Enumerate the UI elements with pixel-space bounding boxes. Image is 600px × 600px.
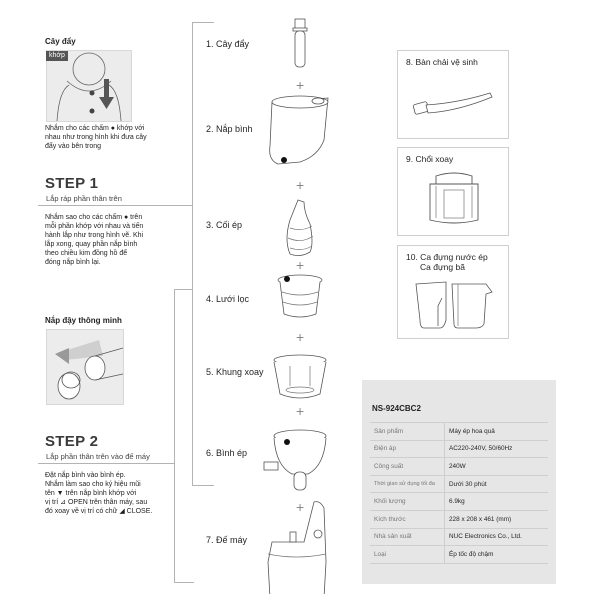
bracket-lower-vertical xyxy=(174,289,175,582)
model-number: NS-924CBC2 xyxy=(372,404,421,413)
part-label-bowl: 6. Bình ép xyxy=(206,448,248,458)
juice-and-pulp-cups-icon xyxy=(414,280,498,332)
plus-3: + xyxy=(296,257,305,273)
step1-divider xyxy=(38,205,193,206)
accessory-spinning-brush xyxy=(397,147,509,236)
cleaning-brush-icon xyxy=(408,85,498,125)
spinning-brush-icon xyxy=(274,355,326,398)
plus-5: + xyxy=(296,403,305,419)
part-label-screw: 3. Cối ép xyxy=(206,220,243,230)
accessory-label: 9. Chổi xoay xyxy=(406,154,454,164)
part-label-filter: 4. Lưới lọc xyxy=(206,294,249,304)
bracket-lower-top xyxy=(174,289,192,290)
spec-table xyxy=(370,422,548,564)
smart-cap-illustration xyxy=(46,329,124,405)
lid-icon xyxy=(270,96,328,164)
plus-6: + xyxy=(296,499,305,515)
part-label-base: 7. Đế máy xyxy=(206,535,248,545)
machine-base-icon xyxy=(268,499,326,594)
spec-panel xyxy=(362,380,556,584)
part-label-push-stick: 1. Cây đẩy xyxy=(206,39,250,49)
step2-heading: STEP 2 xyxy=(45,433,99,450)
step2-divider xyxy=(38,463,175,464)
table-row: Điện áp AC220-240V, 50/60Hz xyxy=(370,440,548,458)
step2-subtitle: Lắp phần thân trên vào đế máy xyxy=(46,452,150,461)
bowl-icon xyxy=(264,430,326,490)
screw-icon xyxy=(287,200,313,256)
bracket-upper-bottom xyxy=(192,485,214,486)
table-row: Nhà sản xuất NUC Electronics Co., Ltd. xyxy=(370,528,548,546)
push-stick-icon xyxy=(293,19,307,67)
table-row: Loại Ép tốc độ chậm xyxy=(370,546,548,564)
push-stick-hint-title: Cây đẩy xyxy=(45,37,76,46)
accessory-label: 8. Bàn chải vệ sinh xyxy=(406,57,478,67)
smart-cap-icon xyxy=(47,330,123,404)
table-row: Công suất 240W xyxy=(370,458,548,476)
table-row: Kích thước 228 x 208 x 461 (mm) xyxy=(370,510,548,528)
accessory-cleaning-brush xyxy=(397,50,509,139)
step1-text: Nhắm sao cho các chấm ● trên mỗi phần khớp với nhau và tiến hành lắp như trong hình vẽ. Khi lắp xong, quay phần nắp bình theo chiều kim đồng hồ để đóng nắp bình lại. xyxy=(45,214,144,266)
step2-text: Đặt nắp bình vào bình ép. Nhắm làm sao cho ký hiệu mũi tên ▼ trên nắp bình khớp với vị trí ⊿ OPEN trên thân máy, sau đó xoay về vị trí có chữ ◢ CLOSE. xyxy=(45,472,153,515)
align-tag: khớp xyxy=(46,51,68,61)
part-label-spinning-brush: 5. Khung xoay xyxy=(206,367,264,377)
accessory-cups xyxy=(397,245,509,339)
bracket-upper-vertical xyxy=(192,22,193,485)
filter-icon xyxy=(278,275,322,317)
accessory-label: 10. Ca đựng nước ép Ca đựng bã xyxy=(406,252,488,272)
step1-heading: STEP 1 xyxy=(45,175,99,192)
table-row: Khối lượng 6.9kg xyxy=(370,493,548,511)
bracket-lower-bottom xyxy=(174,582,194,583)
table-row: Thời gian sử dụng tối đa Dưới 30 phút xyxy=(370,475,548,493)
plus-2: + xyxy=(296,177,305,193)
push-stick-align-icon xyxy=(47,51,131,121)
smart-cap-hint-title: Nắp đậy thông minh xyxy=(45,316,122,325)
bracket-upper-top xyxy=(192,22,214,23)
table-row: Sản phẩm Máy ép hoa quả xyxy=(370,423,548,441)
part-label-lid: 2. Nắp bình xyxy=(206,124,253,134)
step1-subtitle: Lắp ráp phần thân trên xyxy=(46,194,122,203)
plus-1: + xyxy=(296,77,305,93)
plus-4: + xyxy=(296,329,305,345)
push-stick-hint-text: Nhắm cho các chấm ● khớp với nhau như trong hình khi đưa cây đẩy vào bên trong xyxy=(45,125,147,150)
rotating-brush-icon xyxy=(426,170,482,230)
